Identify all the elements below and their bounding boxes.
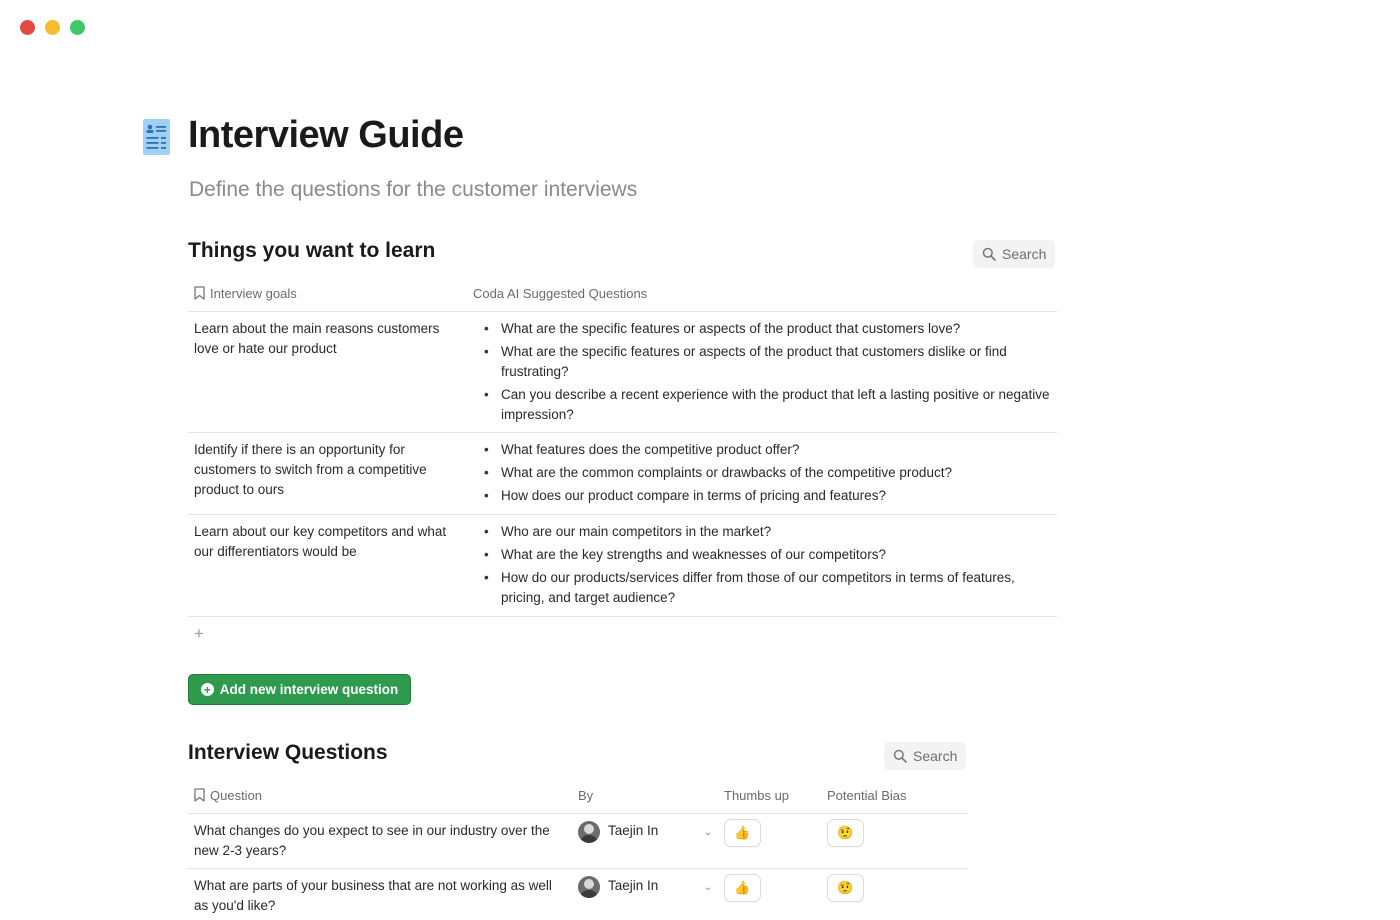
table-header <box>188 275 1057 312</box>
questions-section-title: Interview Questions <box>188 741 388 764</box>
plus-circle-icon: + <box>201 683 214 696</box>
potential-bias-button[interactable] <box>827 819 864 847</box>
column-header-question[interactable]: Question <box>188 788 572 803</box>
by-cell[interactable] <box>572 814 718 868</box>
person-name: Taejin In <box>608 878 659 893</box>
add-row-button[interactable]: + <box>194 624 204 643</box>
column-header-questions[interactable]: Coda AI Suggested Questions <box>473 285 648 301</box>
suggested-question: • What are the specific features or aspects of the product that customers love? <box>473 319 1051 339</box>
goal-cell[interactable]: Identify if there is an opportunity for customers to switch from a competitive product to ours <box>194 442 427 497</box>
thumbs-up-icon: 👍 <box>734 825 751 840</box>
avatar <box>578 821 600 843</box>
question-cell[interactable]: What changes do you expect to see in our industry over the new 2-3 years? <box>194 823 550 858</box>
bookmark-icon <box>194 286 205 300</box>
questions-table <box>188 777 968 920</box>
questions-cell[interactable] <box>473 515 1057 616</box>
page-subtitle: Define the questions for the customer interviews <box>189 178 638 201</box>
close-window-button[interactable] <box>20 20 35 35</box>
table-row[interactable] <box>188 433 1057 515</box>
table-row[interactable] <box>188 869 968 920</box>
bias-cell <box>821 814 968 868</box>
potential-bias-button[interactable] <box>827 874 864 902</box>
table-header <box>188 777 968 814</box>
search-label: Search <box>1002 246 1047 262</box>
questions-search-button[interactable] <box>884 742 966 770</box>
table-row[interactable] <box>188 312 1057 433</box>
table-row[interactable] <box>188 515 1057 617</box>
suggested-question: • How does our product compare in terms of pricing and features? <box>473 486 1051 506</box>
questions-cell[interactable] <box>473 433 1057 514</box>
search-icon <box>982 247 996 261</box>
person-name: Taejin In <box>608 823 659 838</box>
search-icon <box>893 749 907 763</box>
suggested-question: • Can you describe a recent experience with the product that left a lasting positive or negative impression? <box>473 385 1051 425</box>
column-header-by[interactable]: By <box>578 787 594 803</box>
goal-cell[interactable]: Learn about our key competitors and what our differentiators would be <box>194 524 447 559</box>
suggested-question: • What are the specific features or aspects of the product that customers dislike or find frustrating? <box>473 342 1051 382</box>
bias-cell <box>821 869 968 920</box>
avatar <box>578 876 600 898</box>
search-label: Search <box>913 748 958 764</box>
minimize-window-button[interactable] <box>45 20 60 35</box>
thumbs-up-button[interactable] <box>724 874 761 902</box>
column-header-goals[interactable]: Interview goals <box>188 286 473 301</box>
learn-section-title: Things you want to learn <box>188 239 436 262</box>
bookmark-icon <box>194 788 205 802</box>
chevron-down-icon[interactable]: ⌄ <box>703 827 712 838</box>
suggested-question: • How do our products/services differ from those of our competitors in terms of features, pricing, and target audience? <box>473 568 1051 608</box>
questions-cell[interactable] <box>473 312 1057 432</box>
raised-eyebrow-icon: 🤨 <box>837 825 854 840</box>
goal-cell[interactable]: Learn about the main reasons customers love or hate our product <box>194 321 440 356</box>
window-controls <box>20 20 85 35</box>
question-cell[interactable]: What are parts of your business that are not working as well as you'd like? <box>194 878 552 913</box>
learn-table <box>188 275 1057 617</box>
thumbs-cell <box>718 869 821 920</box>
by-cell[interactable] <box>572 869 718 920</box>
raised-eyebrow-icon: 🤨 <box>837 880 854 895</box>
learn-search-button[interactable] <box>973 240 1055 268</box>
column-header-thumbs-up[interactable]: Thumbs up <box>724 787 790 803</box>
column-header-potential-bias[interactable]: Potential Bias <box>827 787 907 803</box>
page-title: Interview Guide <box>188 114 464 156</box>
suggested-question: • What features does the competitive product offer? <box>473 440 1051 460</box>
add-interview-question-button[interactable]: + Add new interview question <box>188 674 411 705</box>
thumbs-cell <box>718 814 821 868</box>
table-row[interactable] <box>188 814 968 869</box>
contact-list-icon[interactable] <box>143 119 170 155</box>
suggested-question: • What are the common complaints or drawbacks of the competitive product? <box>473 463 1051 483</box>
suggested-question: • What are the key strengths and weaknesses of our competitors? <box>473 545 1051 565</box>
thumbs-up-button[interactable] <box>724 819 761 847</box>
thumbs-up-icon: 👍 <box>734 880 751 895</box>
suggested-question: • Who are our main competitors in the market? <box>473 522 1051 542</box>
maximize-window-button[interactable] <box>70 20 85 35</box>
chevron-down-icon[interactable]: ⌄ <box>703 882 712 893</box>
